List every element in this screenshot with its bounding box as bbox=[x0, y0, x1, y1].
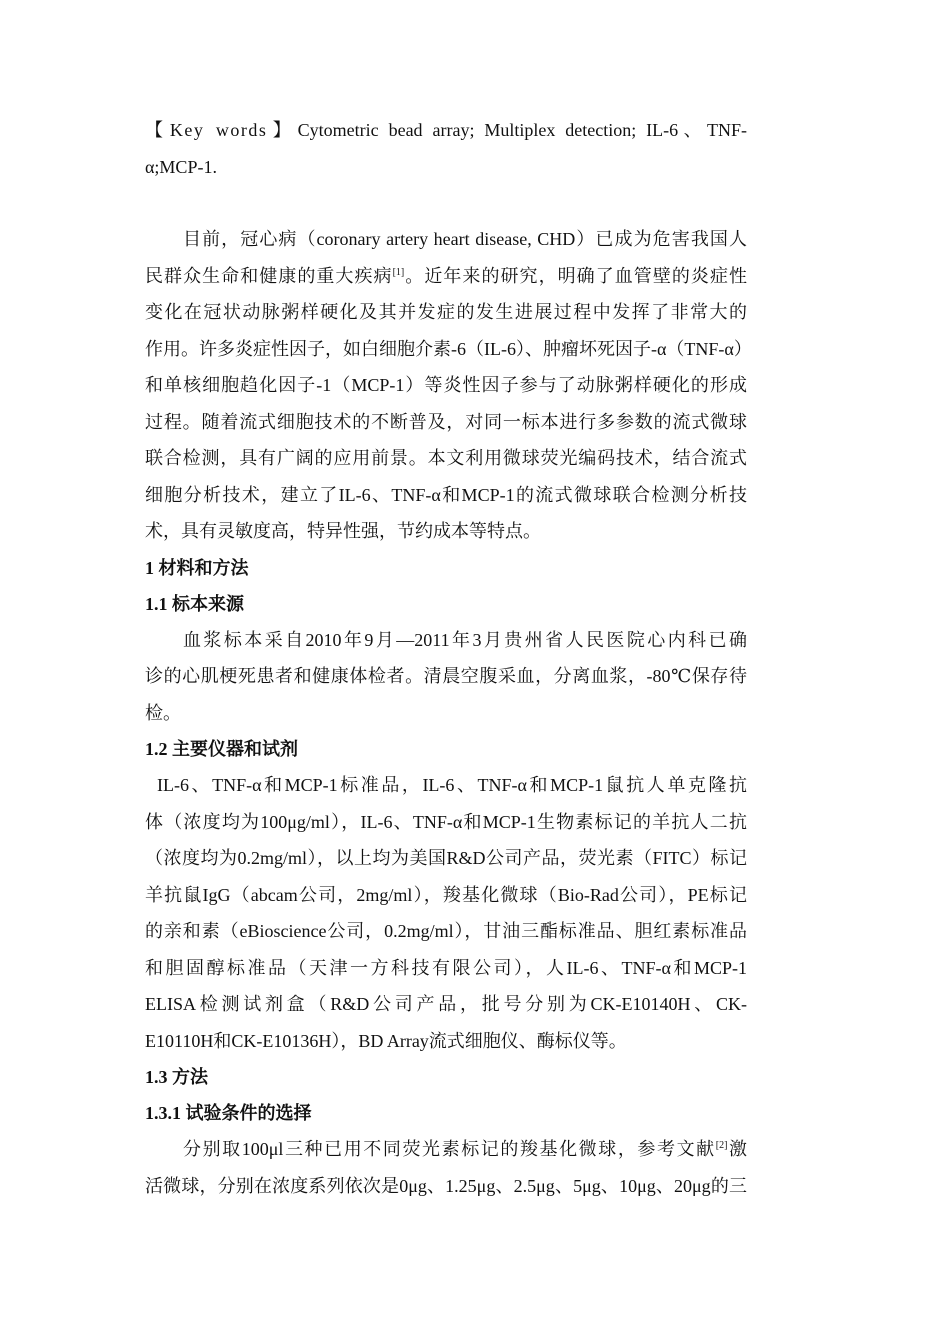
body-line: E10110H和CK-E10136H），BD Array流式细胞仪、酶标仪等。 bbox=[145, 1030, 627, 1051]
body-line: 和胆固醇标准品（天津一方科技有限公司），人IL-6、TNF-α和MCP-1 bbox=[145, 957, 747, 978]
subsubsection-heading: 1.3.1 试验条件的选择 bbox=[145, 1103, 312, 1123]
subsection-heading: 1.3 方法 bbox=[145, 1067, 208, 1087]
subsection-heading: 1.2 主要仪器和试剂 bbox=[145, 739, 298, 759]
methods-paragraph bbox=[145, 1131, 747, 1204]
paragraph-gap bbox=[145, 185, 747, 221]
keywords-text: Cytometric bead array; Multiplex detection; IL-6、TNF- bbox=[297, 120, 747, 140]
keywords-line bbox=[145, 112, 747, 149]
intro-line: 作用。许多炎症性因子，如白细胞介素-6（IL-6）、肿瘤坏死因子-α（TNF-α） bbox=[145, 338, 752, 359]
body-line: IL-6、TNF-α和MCP-1标准品，IL-6、TNF-α和MCP-1鼠抗人单克隆抗 bbox=[157, 775, 747, 795]
intro-line: 细胞分析技术，建立了IL-6、TNF-α和MCP-1的流式微球联合检测分析技 bbox=[145, 484, 747, 505]
intro-line: 目前，冠心病（coronary artery heart disease, CHD）已成为危害我国人 bbox=[183, 229, 747, 249]
body-line: 血浆标本采自2010年9月—2011年3月贵州省人民医院心内科已确 bbox=[183, 629, 747, 650]
body-line: 体（浓度均为100μg/ml），IL-6、TNF-α和MCP-1生物素标记的羊抗人二抗 bbox=[145, 811, 747, 832]
body-line: 活微球，分别在浓度系列依次是0μg、1.25μg、2.5μg、5μg、10μg、20μg的三 bbox=[145, 1175, 747, 1196]
intro-line: 过程。随着流式细胞技术的不断普及，对同一标本进行多参数的流式微球 bbox=[145, 411, 747, 432]
intro-line: 变化在冠状动脉粥样硬化及其并发症的发生进展过程中发挥了非常大的 bbox=[145, 302, 747, 322]
body-line: 的亲和素（eBioscience公司，0.2mg/ml），甘油三酯标准品、胆红素标准品 bbox=[145, 921, 747, 941]
intro-line: 术，具有灵敏度高，特异性强，节约成本等特点。 bbox=[145, 521, 541, 541]
citation-ref-1: [1] bbox=[392, 266, 405, 278]
body-line: （浓度均为0.2mg/ml），以上均为美国R&D公司产品，荧光素（FITC）标记 bbox=[145, 848, 747, 868]
body-line: ELISA检测试剂盒（R&D公司产品，批号分别为CK-E10140H、CK- bbox=[145, 994, 747, 1014]
intro-line: 民群众生命和健康的重大疾病[1]。近年来的研究，明确了血管壁的炎症性 bbox=[145, 265, 748, 286]
body-line: 羊抗鼠IgG（abcam公司，2mg/ml），羧基化微球（Bio-Rad公司），PE标记 bbox=[145, 884, 747, 905]
paper-page bbox=[145, 112, 752, 1204]
keywords-label: 【Key words】 bbox=[145, 120, 298, 140]
subsection-heading: 1.1 标本来源 bbox=[145, 593, 244, 614]
intro-line: 联合检测，具有广阔的应用前景。本文利用微球荧光编码技术，结合流式 bbox=[145, 448, 747, 468]
section-heading: 1 材料和方法 bbox=[145, 557, 249, 578]
instruments-paragraph bbox=[145, 767, 747, 1059]
sample-source-paragraph bbox=[145, 622, 747, 732]
body-line: 分别取100μl三种已用不同荧光素标记的羧基化微球，参考文献[2]激 bbox=[183, 1139, 748, 1159]
intro-line: 和单核细胞趋化因子-1（MCP-1）等炎性因子参与了动脉粥样硬化的形成 bbox=[145, 375, 747, 395]
intro-paragraph bbox=[145, 221, 752, 550]
citation-ref-2: [2] bbox=[715, 1140, 728, 1151]
body-line: 诊的心肌梗死患者和健康体检者。清晨空腹采血，分离血浆，-80℃保存待 bbox=[145, 666, 747, 686]
body-line: 检。 bbox=[145, 702, 181, 723]
keywords-line-2: α;MCP-1. bbox=[145, 156, 217, 177]
